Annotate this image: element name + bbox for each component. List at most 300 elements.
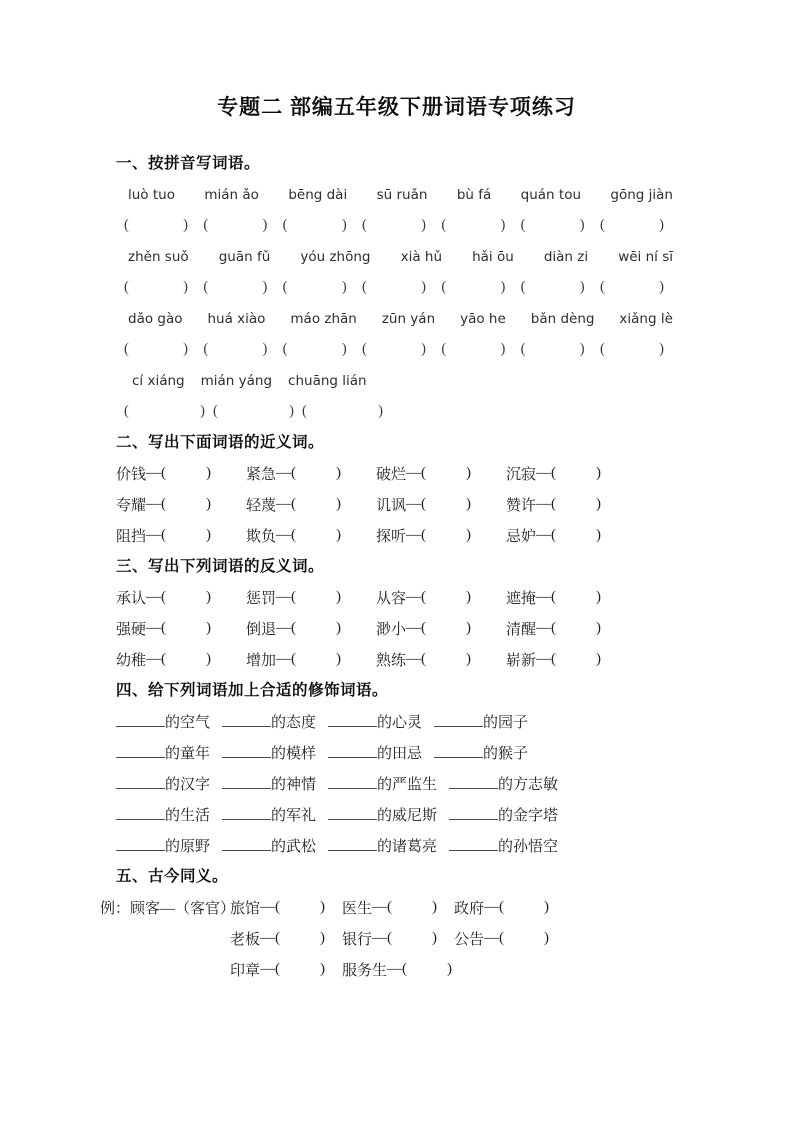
noun-label: 的童年 [165, 746, 211, 762]
close-paren: ) [206, 651, 212, 667]
pinyin-group: bēng dài [288, 186, 348, 203]
pinyin-row [128, 303, 673, 334]
ancient-modern-row [100, 892, 723, 923]
word-label: 幼稚 [116, 653, 147, 669]
word-label: 老板 [230, 932, 261, 948]
word-label: 医生 [342, 901, 373, 917]
close-paren: ) [596, 465, 602, 481]
word-item [506, 494, 620, 515]
word-item [506, 463, 620, 484]
close-paren: ) [421, 279, 426, 295]
word-label: 印章 [230, 963, 261, 979]
pinyin-group: chuāng lián [288, 372, 367, 389]
answer-blank [283, 341, 347, 358]
open-paren: ( [203, 341, 209, 357]
close-paren: ) [466, 651, 472, 667]
blank-line [449, 774, 498, 789]
close-paren: ) [206, 496, 212, 512]
pinyin-group: bǎn dèng [530, 310, 595, 327]
noun-label: 的原野 [165, 839, 211, 855]
answer-blank [124, 279, 188, 296]
dash-open-paren: —( [406, 496, 427, 512]
word-label: 遮掩 [506, 591, 537, 607]
word-label: 承认 [116, 591, 147, 607]
blank-line [222, 712, 271, 727]
dash-open-paren: —( [146, 620, 167, 636]
modifier-item [222, 804, 316, 825]
open-paren: ( [361, 217, 367, 233]
noun-label: 的诸葛亮 [377, 839, 438, 855]
answer-blank [283, 217, 347, 234]
noun-label: 的猴子 [483, 746, 529, 762]
close-paren: ) [544, 930, 550, 946]
close-paren: ) [341, 279, 347, 295]
word-item [376, 618, 490, 639]
close-paren: ) [447, 961, 453, 977]
close-paren: ) [421, 341, 426, 357]
word-label: 探听 [376, 529, 407, 545]
close-paren: ) [378, 403, 383, 419]
close-paren: ) [206, 589, 212, 605]
word-item [246, 587, 360, 608]
close-paren: ) [336, 465, 342, 481]
word-label: 增加 [246, 653, 277, 669]
open-paren: ( [361, 341, 367, 357]
answer-blank [213, 403, 294, 420]
synonym-row [116, 489, 723, 520]
close-paren: ) [466, 465, 472, 481]
close-paren: ) [336, 620, 342, 636]
word-item [506, 525, 620, 546]
dash-open-paren: —( [536, 589, 557, 605]
answer-blank [203, 279, 267, 296]
open-paren: ( [599, 279, 605, 295]
modifier-item [328, 773, 437, 794]
blank-line [116, 774, 165, 789]
noun-label: 的孙悟空 [498, 839, 559, 855]
close-paren: ) [341, 341, 347, 357]
dash-open-paren: —( [146, 651, 167, 667]
word-item [376, 587, 490, 608]
close-paren: ) [596, 527, 602, 543]
close-paren: ) [320, 961, 326, 977]
pinyin-group: zūn yán [381, 310, 436, 327]
dash-open-paren: —( [276, 620, 297, 636]
open-paren: ( [124, 217, 129, 233]
answer-blank [203, 217, 267, 234]
close-paren: ) [183, 279, 188, 295]
answer-paren-row [124, 396, 723, 427]
pinyin-group: sū ruǎn [376, 186, 428, 203]
pinyin-row [128, 179, 673, 210]
blank-line [328, 836, 377, 851]
open-paren: ( [441, 217, 447, 233]
open-paren: ( [441, 279, 447, 295]
word-item [116, 525, 230, 546]
pinyin-group: dǎo gào [128, 310, 183, 327]
modifier-item [222, 773, 316, 794]
answer-blank [600, 217, 664, 234]
word-item [116, 463, 230, 484]
close-paren: ) [466, 527, 472, 543]
noun-label: 的空气 [165, 715, 211, 731]
modifier-item [116, 711, 210, 732]
worksheet-content [0, 148, 793, 985]
noun-label: 的模样 [271, 746, 317, 762]
word-item [376, 494, 490, 515]
dash-open-paren: —( [406, 465, 427, 481]
word-item [116, 494, 230, 515]
noun-label: 的田忌 [377, 746, 423, 762]
dash-open-paren: —( [276, 527, 297, 543]
close-paren: ) [596, 651, 602, 667]
open-paren: ( [520, 217, 526, 233]
close-paren: ) [206, 620, 212, 636]
word-item [376, 463, 490, 484]
word-item [376, 649, 490, 670]
blank-line [328, 712, 377, 727]
word-item [246, 525, 360, 546]
close-paren: ) [183, 341, 188, 357]
section-5-heading: 五、古今同义。 [116, 868, 229, 885]
close-paren: ) [466, 496, 472, 512]
modifier-item [449, 835, 558, 856]
close-paren: ) [183, 217, 188, 233]
word-item [246, 618, 360, 639]
ancient-modern-row [100, 954, 723, 985]
close-paren: ) [206, 527, 212, 543]
close-paren: ) [596, 496, 602, 512]
pinyin-group: cí xiáng [132, 372, 185, 389]
open-paren: ( [441, 341, 447, 357]
word-label: 服务生 [342, 963, 388, 979]
noun-label: 的心灵 [377, 715, 423, 731]
open-paren: ( [203, 279, 209, 295]
answer-blank [302, 403, 383, 420]
word-label: 政府 [454, 901, 485, 917]
word-label: 惩罚 [246, 591, 277, 607]
noun-label: 的严监生 [377, 777, 438, 793]
word-label: 清醒 [506, 622, 537, 638]
blank-line [116, 836, 165, 851]
dash-open-paren: —( [406, 620, 427, 636]
noun-label: 的神情 [271, 777, 317, 793]
dash-open-paren: —( [260, 930, 281, 946]
open-paren: ( [520, 341, 526, 357]
dash-open-paren: —( [276, 496, 297, 512]
pinyin-group: guān fǔ [218, 248, 271, 265]
word-item [230, 897, 342, 918]
noun-label: 的威尼斯 [377, 808, 438, 824]
blank-line [449, 836, 498, 851]
pinyin-group: luò tuo [128, 186, 175, 203]
modifier-row [116, 768, 723, 799]
word-label: 渺小 [376, 622, 407, 638]
worksheet-title: 专题二 部编五年级下册词语专项练习 [217, 96, 576, 119]
close-paren: ) [341, 217, 347, 233]
dash-open-paren: —( [387, 961, 408, 977]
noun-label: 的军礼 [271, 808, 317, 824]
dash-open-paren: —( [406, 589, 427, 605]
word-label: 价钱 [116, 467, 147, 483]
open-paren: ( [599, 217, 605, 233]
dash-open-paren: —( [484, 930, 505, 946]
answer-blank [283, 279, 347, 296]
pinyin-group: máo zhān [290, 310, 357, 327]
word-item [506, 649, 620, 670]
word-item [230, 959, 342, 980]
word-item [116, 587, 230, 608]
word-label: 阻挡 [116, 529, 147, 545]
dash-open-paren: —( [372, 899, 393, 915]
word-label: 欺负 [246, 529, 277, 545]
answer-blank [600, 341, 664, 358]
dash-open-paren: —( [536, 465, 557, 481]
blank-line [328, 743, 377, 758]
close-paren: ) [466, 589, 472, 605]
close-paren: ) [466, 620, 472, 636]
dash-open-paren: —( [484, 899, 505, 915]
answer-blank [441, 217, 505, 234]
blank-line [434, 743, 483, 758]
modifier-row [116, 737, 723, 768]
dash-open-paren: —( [276, 465, 297, 481]
dash-open-paren: —( [372, 930, 393, 946]
synonym-row [116, 458, 723, 489]
word-item [116, 618, 230, 639]
pinyin-row [128, 241, 673, 272]
answer-blank [124, 217, 188, 234]
word-label: 轻蔑 [246, 498, 277, 514]
word-label: 夸耀 [116, 498, 147, 514]
modifier-item [434, 742, 528, 763]
antonym-row [116, 644, 723, 675]
pinyin-group: gōng jiàn [610, 186, 673, 203]
noun-label: 的园子 [483, 715, 529, 731]
answer-blank [521, 279, 585, 296]
dash-open-paren: —( [276, 651, 297, 667]
pinyin-row [132, 365, 723, 396]
word-item [454, 928, 566, 949]
modifier-item [116, 773, 210, 794]
modifier-row [116, 799, 723, 830]
close-paren: ) [432, 930, 438, 946]
modifier-item [434, 711, 528, 732]
close-paren: ) [262, 217, 268, 233]
close-paren: ) [500, 279, 506, 295]
pinyin-group: bù fá [456, 186, 492, 203]
modifier-item [449, 773, 558, 794]
close-paren: ) [262, 279, 268, 295]
answer-blank [441, 279, 505, 296]
word-label: 赞许 [506, 498, 537, 514]
word-label: 倒退 [246, 622, 277, 638]
close-paren: ) [336, 527, 342, 543]
close-paren: ) [320, 930, 326, 946]
close-paren: ) [596, 589, 602, 605]
open-paren: ( [282, 341, 288, 357]
antonym-row [116, 613, 723, 644]
dash-open-paren: —( [536, 620, 557, 636]
blank-line [449, 805, 498, 820]
modifier-item [328, 711, 422, 732]
open-paren: ( [203, 217, 209, 233]
close-paren: ) [200, 403, 205, 419]
word-item [230, 928, 342, 949]
word-label: 强硬 [116, 622, 147, 638]
open-paren: ( [361, 279, 367, 295]
answer-blank [362, 217, 426, 234]
close-paren: ) [659, 341, 664, 357]
blank-line [434, 712, 483, 727]
open-paren: ( [282, 279, 288, 295]
word-item [506, 618, 620, 639]
word-label: 熟练 [376, 653, 407, 669]
word-item [246, 494, 360, 515]
noun-label: 的方志敏 [498, 777, 559, 793]
open-paren: ( [520, 279, 526, 295]
close-paren: ) [659, 279, 664, 295]
blank-line [222, 805, 271, 820]
word-item [342, 928, 454, 949]
answer-blank [441, 341, 505, 358]
close-paren: ) [206, 465, 212, 481]
close-paren: ) [336, 651, 342, 667]
blank-line [328, 805, 377, 820]
dash-open-paren: —( [406, 651, 427, 667]
word-label: 破烂 [376, 467, 407, 483]
synonym-row [116, 520, 723, 551]
open-paren: ( [124, 279, 129, 295]
answer-paren-row [124, 334, 664, 365]
pinyin-group: zhěn suǒ [128, 248, 189, 265]
word-item [376, 525, 490, 546]
word-item [246, 649, 360, 670]
word-item [342, 897, 454, 918]
word-label: 从容 [376, 591, 407, 607]
blank-line [116, 712, 165, 727]
pinyin-group: quán tou [520, 186, 582, 203]
word-label: 崭新 [506, 653, 537, 669]
pinyin-group: wēi ní sī [618, 248, 673, 265]
answer-blank [362, 279, 426, 296]
answer-blank [124, 341, 188, 358]
blank-line [222, 836, 271, 851]
close-paren: ) [579, 279, 585, 295]
open-paren: ( [302, 403, 307, 419]
close-paren: ) [421, 217, 426, 233]
close-paren: ) [289, 403, 294, 419]
dash-open-paren: —( [260, 961, 281, 977]
word-item [454, 897, 566, 918]
modifier-row [116, 830, 723, 861]
antonym-row [116, 582, 723, 613]
blank-line [328, 774, 377, 789]
word-item [342, 959, 454, 980]
close-paren: ) [659, 217, 664, 233]
modifier-item [116, 835, 210, 856]
ancient-modern-row [100, 923, 723, 954]
modifier-item [328, 835, 437, 856]
word-item [116, 649, 230, 670]
noun-label: 的金字塔 [498, 808, 559, 824]
word-item [506, 587, 620, 608]
close-paren: ) [500, 217, 506, 233]
answer-blank [600, 279, 664, 296]
dash-open-paren: —( [146, 465, 167, 481]
open-paren: ( [124, 403, 129, 419]
pinyin-group: hǎi ōu [472, 248, 514, 265]
close-paren: ) [579, 341, 585, 357]
close-paren: ) [262, 341, 268, 357]
open-paren: ( [599, 341, 605, 357]
close-paren: ) [544, 899, 550, 915]
blank-line [222, 743, 271, 758]
word-item [246, 463, 360, 484]
close-paren: ) [432, 899, 438, 915]
answer-blank [362, 341, 426, 358]
word-label: 忌妒 [506, 529, 537, 545]
pinyin-group: mián yáng [200, 372, 273, 389]
word-item-group [230, 897, 566, 918]
open-paren: ( [213, 403, 218, 419]
answer-paren-row [124, 210, 664, 241]
close-paren: ) [320, 899, 326, 915]
dash-open-paren: —( [260, 899, 281, 915]
modifier-item [222, 711, 316, 732]
dash-open-paren: —( [146, 496, 167, 512]
noun-label: 的武松 [271, 839, 317, 855]
close-paren: ) [596, 620, 602, 636]
modifier-item [116, 742, 210, 763]
answer-blank [521, 217, 585, 234]
pinyin-group: xiǎng lè [619, 310, 673, 327]
modifier-item [328, 804, 437, 825]
modifier-row [116, 706, 723, 737]
blank-line [222, 774, 271, 789]
modifier-item [222, 835, 316, 856]
close-paren: ) [336, 496, 342, 512]
blank-line [116, 805, 165, 820]
pinyin-group: mián ǎo [204, 186, 259, 203]
section-1-heading: 一、按拼音写词语。 [116, 155, 261, 172]
pinyin-group: xià hǔ [400, 248, 442, 265]
open-paren: ( [282, 217, 288, 233]
open-paren: ( [124, 341, 129, 357]
modifier-item [328, 742, 422, 763]
example-item: 例：顾客—（客官） [100, 901, 236, 917]
section-3-heading: 三、写出下列词语的反义词。 [116, 558, 325, 575]
word-label: 旅馆 [230, 901, 261, 917]
answer-blank [203, 341, 267, 358]
answer-paren-row [124, 272, 664, 303]
dash-open-paren: —( [536, 527, 557, 543]
word-label: 紧急 [246, 467, 277, 483]
modifier-item [449, 804, 558, 825]
answer-blank [521, 341, 585, 358]
word-label: 银行 [342, 932, 373, 948]
word-item-group [230, 959, 454, 980]
word-item-group [230, 928, 566, 949]
section-4-heading: 四、给下列词语加上合适的修饰词语。 [116, 682, 389, 699]
dash-open-paren: —( [406, 527, 427, 543]
pinyin-group: diàn zi [543, 248, 589, 265]
close-paren: ) [500, 341, 506, 357]
dash-open-paren: —( [276, 589, 297, 605]
pinyin-group: huá xiào [207, 310, 266, 327]
pinyin-group: yāo he [460, 310, 506, 327]
dash-open-paren: —( [536, 651, 557, 667]
